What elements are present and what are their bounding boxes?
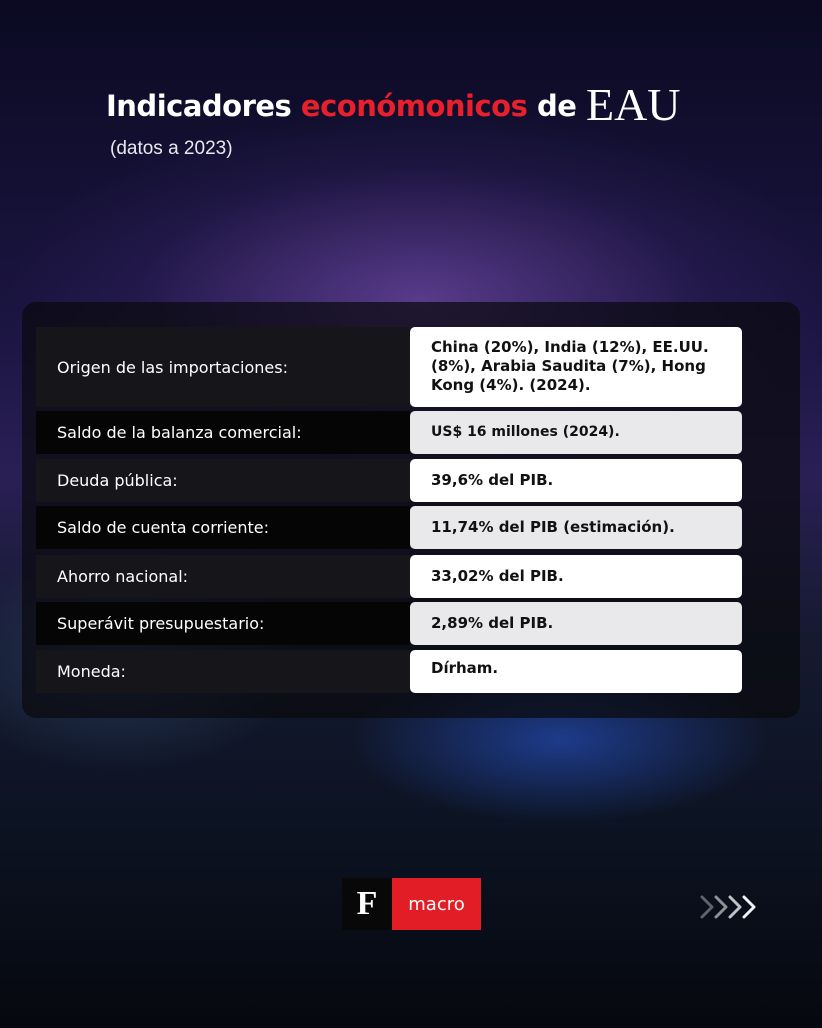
indicator-row-budget-surplus bbox=[36, 602, 742, 645]
forbes-macro-logo bbox=[342, 878, 481, 930]
indicator-value: 39,6% del PIB. bbox=[410, 459, 742, 502]
indicator-value: 2,89% del PIB. bbox=[410, 602, 742, 645]
title-part-2: de bbox=[527, 89, 586, 123]
logo-letter: F bbox=[342, 878, 392, 930]
indicator-row-national-savings bbox=[36, 555, 742, 598]
indicator-row-currency bbox=[36, 650, 742, 693]
indicator-label: Saldo de cuenta corriente: bbox=[36, 506, 410, 549]
indicator-row-trade-balance bbox=[36, 411, 742, 454]
indicator-row-current-account bbox=[36, 506, 742, 549]
title-accent: económonicos bbox=[300, 89, 528, 123]
indicator-value: Dírham. bbox=[410, 650, 742, 693]
page-title bbox=[106, 78, 681, 131]
indicator-row-public-debt bbox=[36, 459, 742, 502]
indicator-value: 33,02% del PIB. bbox=[410, 555, 742, 598]
indicator-value: US$ 16 millones (2024). bbox=[410, 411, 742, 454]
indicator-label: Deuda pública: bbox=[36, 459, 410, 502]
indicator-value: 11,74% del PIB (estimación). bbox=[410, 506, 742, 549]
indicator-label: Ahorro nacional: bbox=[36, 555, 410, 598]
indicator-label: Origen de las importaciones: bbox=[36, 327, 410, 407]
indicator-label: Moneda: bbox=[36, 650, 410, 693]
indicator-label: Superávit presupuestario: bbox=[36, 602, 410, 645]
subtitle: (datos a 2023) bbox=[110, 138, 233, 159]
title-part-1: Indicadores bbox=[106, 89, 301, 123]
indicator-value: China (20%), India (12%), EE.UU. (8%), Arabia Saudita (7%), Hong Kong (4%). (2024). bbox=[410, 327, 742, 407]
logo-text: macro bbox=[392, 878, 481, 930]
indicator-label: Saldo de la balanza comercial: bbox=[36, 411, 410, 454]
chevrons-right-icon[interactable] bbox=[698, 892, 756, 927]
indicator-row-imports bbox=[36, 327, 742, 407]
title-country: EAU bbox=[585, 79, 681, 130]
